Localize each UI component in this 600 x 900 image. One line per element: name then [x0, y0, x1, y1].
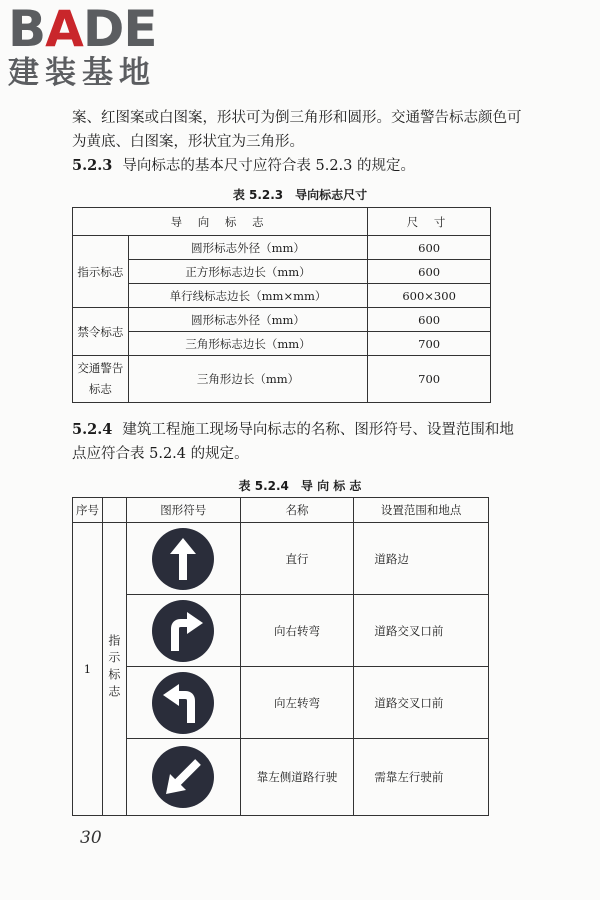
- size-cell: 600: [368, 260, 491, 284]
- table-header-row: [73, 498, 489, 523]
- symbol-cell: [126, 739, 240, 816]
- clause-number: 5.2.3: [72, 157, 113, 174]
- intro-paragraph: 案、红图案或白图案，形状可为倒三角形和圆形。交通警告标志颜色可为黄底、白图案，形状宜为三角形。: [72, 110, 522, 150]
- location-cell: 需靠左行驶前: [354, 739, 489, 816]
- logo-wordmark: BADE: [8, 0, 157, 58]
- location-cell: 道路边: [354, 523, 489, 595]
- table-row: [73, 260, 491, 284]
- table-header-row: [73, 208, 491, 236]
- size-cell: 600: [368, 308, 491, 332]
- clause-5-2-4: [72, 418, 522, 466]
- category-cell: 指示标志: [102, 523, 126, 816]
- table-row: [73, 739, 489, 816]
- name-cell: 向左转弯: [240, 667, 354, 739]
- table-row: [73, 523, 489, 595]
- clause-number: 5.2.4: [72, 421, 113, 438]
- item-cell: 正方形标志边长（mm）: [128, 260, 367, 284]
- symbol-cell: [126, 667, 240, 739]
- group-cell: 禁令标志: [73, 308, 129, 356]
- size-cell: 600: [368, 236, 491, 260]
- item-cell: 圆形标志外径（mm）: [128, 236, 367, 260]
- size-cell: 600×300: [368, 284, 491, 308]
- name-cell: 向右转弯: [240, 595, 354, 667]
- table-row: [73, 236, 491, 260]
- symbol-cell: [126, 595, 240, 667]
- header-name: 名称: [240, 498, 354, 523]
- table-row: [73, 356, 491, 403]
- header-category: [102, 498, 126, 523]
- straight-arrow-sign-icon: [151, 527, 215, 591]
- header-size: 尺 寸: [368, 208, 491, 236]
- size-cell: 700: [368, 332, 491, 356]
- logo: [8, 0, 157, 91]
- header-sign: 导 向 标 志: [73, 208, 368, 236]
- group-cell: 交通警告 标志: [73, 356, 129, 403]
- name-cell: 直行: [240, 523, 354, 595]
- name-cell: 靠左侧道路行驶: [240, 739, 354, 816]
- location-cell: 道路交叉口前: [354, 595, 489, 667]
- header-index: 序号: [73, 498, 103, 523]
- item-cell: 三角形边长（mm）: [128, 356, 367, 403]
- clause-5-2-3: [72, 154, 522, 178]
- table-5-2-3: [72, 207, 491, 403]
- item-cell: 圆形标志外径（mm）: [128, 308, 367, 332]
- index-cell: 1: [73, 523, 103, 816]
- table-5-2-4-caption: 表 5.2.4 导 向 标 志: [238, 479, 362, 493]
- turn-left-sign-icon: [151, 671, 215, 735]
- header-symbol: 图形符号: [126, 498, 240, 523]
- location-cell: 道路交叉口前: [354, 667, 489, 739]
- symbol-cell: [126, 523, 240, 595]
- item-cell: 三角形标志边长（mm）: [128, 332, 367, 356]
- turn-right-sign-icon: [151, 599, 215, 663]
- table-row: [73, 332, 491, 356]
- keep-left-sign-icon: [151, 745, 215, 809]
- table-5-2-3-caption: 表 5.2.3 导向标志尺寸: [232, 188, 368, 202]
- table-row: [73, 308, 491, 332]
- table-5-2-4: [72, 497, 489, 816]
- size-cell: 700: [368, 356, 491, 403]
- table-row: [73, 595, 489, 667]
- clause-text: 导向标志的基本尺寸应符合表 5.2.3 的规定。: [122, 158, 415, 174]
- logo-chinese: 建装基地: [8, 55, 156, 91]
- table-row: [73, 667, 489, 739]
- item-cell: 单行线标志边长（mm×mm）: [128, 284, 367, 308]
- table-row: [73, 284, 491, 308]
- clause-text: 建筑工程施工现场导向标志的名称、图形符号、设置范围和地点应符合表 5.2.4 的规定。: [72, 422, 514, 462]
- header-location: 设置范围和地点: [354, 498, 489, 523]
- page-number: 30: [80, 828, 102, 848]
- group-cell: 指示标志: [73, 236, 129, 308]
